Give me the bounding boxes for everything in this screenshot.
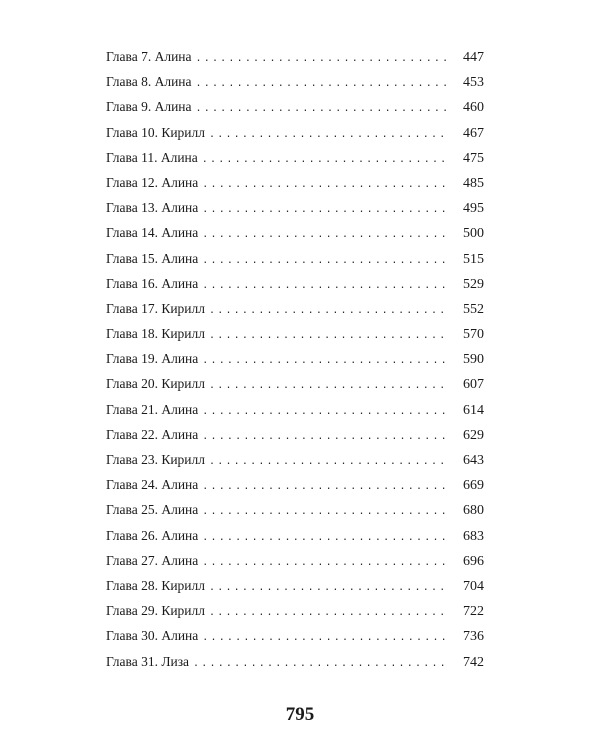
entry-title: Глава 26. Алина [106,527,199,543]
entry-page-number: 460 [463,100,484,116]
toc-entry [106,371,484,396]
entry-title: Глава 27. Алина [106,552,199,568]
entry-title: Глава 21. Алина [106,401,199,417]
toc-entry [106,472,484,497]
toc-entry [106,422,484,447]
entry-title: Глава 14. Алина [106,225,199,241]
entry-title: Глава 23. Кирилл [106,452,206,467]
entry-page-number: 590 [463,352,484,368]
dot-leader [202,625,448,650]
dot-leader [202,525,448,550]
entry-page-number: 704 [463,578,484,594]
entry-page-number: 495 [463,201,484,217]
dot-leader [202,222,448,247]
entry-page-number: 529 [463,276,484,292]
entry-title: Глава 20. Кирилл [106,376,206,392]
dot-leader [193,651,448,676]
entry-page-number: 570 [463,327,484,343]
dot-leader [202,474,448,499]
toc-entry [106,523,484,548]
dot-leader [209,323,448,348]
toc-entry [106,94,484,119]
dot-leader [202,147,448,172]
entry-title: Глава 30. Алина [106,628,199,644]
dot-leader [202,499,448,524]
entry-title: Глава 25. Алина [106,502,199,518]
entry-page-number: 683 [463,528,484,544]
entry-title: Глава 19. Алина [106,351,199,367]
dot-leader [196,71,448,96]
dot-leader [202,399,448,424]
entry-page-number: 500 [463,226,484,242]
dot-leader [202,550,448,575]
toc-entry [106,548,484,573]
entry-page-number: 552 [463,301,484,317]
entry-title: Глава 15. Алина [106,250,199,266]
toc-entry [106,649,484,674]
dot-leader [209,449,448,474]
entry-page-number: 736 [463,629,484,645]
table-of-contents [106,44,484,674]
toc-entry [106,623,484,648]
dot-leader [202,348,448,373]
entry-page-number: 447 [463,50,484,65]
dot-leader [209,373,448,398]
toc-entry [106,397,484,422]
entry-title: Глава 29. Кирилл [106,603,206,619]
entry-title: Глава 13. Алина [106,200,199,216]
entry-page-number: 722 [463,604,484,620]
dot-leader [209,298,448,323]
dot-leader [209,600,448,625]
entry-page-number: 485 [463,175,484,191]
entry-title: Глава 9. Алина [106,99,192,115]
entry-page-number: 614 [463,402,484,418]
toc-entry [106,497,484,522]
dot-leader [202,248,448,273]
toc-entry [106,271,484,296]
entry-page-number: 467 [463,125,484,141]
entry-page-number: 742 [463,654,484,670]
entry-title: Глава 12. Алина [106,174,199,190]
entry-title: Глава 28. Кирилл [106,577,206,593]
toc-entry [106,195,484,220]
toc-entry [106,145,484,170]
dot-leader [209,575,448,600]
toc-entry [106,346,484,371]
toc-entry [106,447,484,472]
toc-entry [106,44,484,69]
entry-title: Глава 31. Лиза [106,653,190,669]
entry-title: Глава 24. Алина [106,477,199,493]
entry-title: Глава 18. Кирилл [106,326,206,342]
toc-entry [106,120,484,145]
entry-title: Глава 10. Кирилл [106,124,206,140]
toc-entry [106,321,484,346]
page-number: 795 [285,704,315,725]
entry-page-number: 643 [463,453,484,468]
toc-entry [106,598,484,623]
toc-entry [106,573,484,598]
toc-entry [106,220,484,245]
toc-entry [106,296,484,321]
entry-title: Глава 8. Алина [106,74,192,90]
entry-page-number: 607 [463,377,484,393]
toc-entry [106,69,484,94]
entry-title: Глава 7. Алина [106,49,192,64]
dot-leader [202,424,448,449]
toc-entry [106,246,484,271]
toc-entry [106,170,484,195]
entry-title: Глава 22. Алина [106,426,199,442]
entry-page-number: 453 [463,75,484,91]
dot-leader [202,197,448,222]
dot-leader [209,122,448,147]
entry-page-number: 669 [463,478,484,494]
dot-leader [202,273,448,298]
dot-leader [196,46,448,71]
entry-page-number: 475 [463,150,484,166]
dot-leader [202,172,448,197]
entry-page-number: 515 [463,251,484,267]
entry-page-number: 696 [463,553,484,569]
entry-page-number: 680 [463,503,484,519]
entry-page-number: 629 [463,427,484,443]
entry-title: Глава 11. Алина [106,149,198,165]
entry-title: Глава 16. Алина [106,275,199,291]
entry-title: Глава 17. Кирилл [106,300,206,316]
dot-leader [196,96,448,121]
